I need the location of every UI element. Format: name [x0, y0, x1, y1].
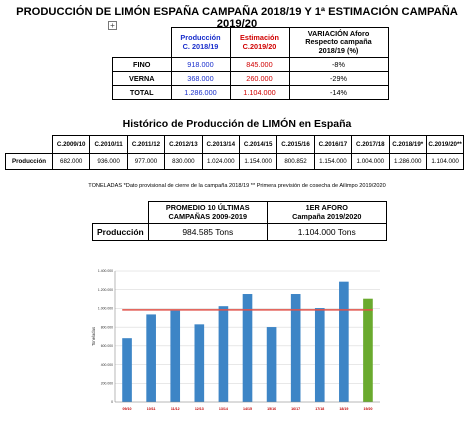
average-row-label: Producción [93, 224, 149, 241]
historical-value-cell: 1.154.000 [314, 154, 351, 170]
x-tick-label: 18/19 [339, 407, 349, 411]
historical-column-header: C.2016/17 [314, 136, 351, 154]
chart-bar [195, 324, 205, 402]
chart-bar [170, 311, 180, 402]
estimate-header: Estimación C.2019/20 [230, 28, 289, 58]
average-table [92, 201, 387, 241]
y-tick-label: 0 [111, 400, 113, 405]
production-chart [85, 265, 395, 417]
historical-column-header: C.2009/10 [53, 136, 90, 154]
estimate-value: 1.104.000 Tons [267, 224, 386, 241]
x-tick-label: 12/13 [194, 407, 204, 411]
chart-bars [122, 282, 373, 402]
historical-column-header: C.2018/19* [389, 136, 426, 154]
historical-title: Histórico de Producción de LIMÓN en España [122, 118, 352, 130]
y-tick-label: 800.000 [100, 325, 113, 330]
chart-bar [122, 338, 132, 402]
chart-bar [315, 308, 325, 402]
summary-table [112, 27, 389, 100]
historical-value-cell: 1.154.000 [239, 154, 276, 170]
historical-column-header: C.2014/15 [239, 136, 276, 154]
table-row: TOTAL 1.286.000 1.104.000 -14% [113, 86, 389, 100]
x-tick-label: 19/20 [363, 407, 373, 411]
estimate-2019-20-header: 1ER AFORO Campaña 2019/2020 [267, 202, 386, 224]
x-tick-label: 16/17 [291, 407, 301, 411]
historical-column-header: C.2015/16 [277, 136, 314, 154]
historical-value-cell: 682.000 [53, 154, 90, 170]
table-row: FINO 918.000 845.000 -8% [113, 58, 389, 72]
chart-bar [363, 299, 373, 402]
x-tick-label: 14/15 [243, 407, 252, 411]
average-value: 984.585 Tons [148, 224, 267, 241]
historical-column-header: C.2012/13 [165, 136, 202, 154]
y-tick-label: 400.000 [100, 362, 113, 367]
historical-value-cell: 1.104.000 [426, 154, 463, 170]
chart-bar [339, 282, 349, 402]
historical-column-header: C.2011/12 [127, 136, 164, 154]
variation-header: VARIACIÓN Aforo Respecto campaña 2018/19 (%) [289, 28, 388, 58]
page-title: PRODUCCIÓN DE LIMÓN ESPAÑA CAMPAÑA 2018/19 Y 1ª ESTIMACIÓN CAMPAÑA 2019/20 [16, 6, 458, 30]
production-header: Producción C. 2018/19 [171, 28, 230, 58]
x-tick-label: 11/12 [170, 407, 180, 411]
y-tick-label: 200.000 [100, 381, 113, 386]
table-row: VERNA 368.000 260.000 -29% [113, 72, 389, 86]
y-tick-label: 1.200.000 [97, 287, 113, 292]
historical-value-cell: 936.000 [90, 154, 127, 170]
historical-column-header: C.2010/11 [90, 136, 127, 154]
historical-row-label: Producción [6, 154, 53, 170]
y-tick-label: 600.000 [100, 344, 113, 349]
historical-value-cell: 830.000 [165, 154, 202, 170]
chart-axes [91, 269, 380, 411]
chart-bar [219, 306, 229, 402]
y-tick-label: 1.400.000 [97, 269, 113, 274]
historical-column-header: C.2013/14 [202, 136, 239, 154]
chart-bar [146, 314, 156, 402]
historical-value-cell: 1.286.000 [389, 154, 426, 170]
footnote: TONELADAS *Dato provisional de cierre de la campaña 2018/19 ** Primera previsión de cosecha de Ailimpo 2019/2020 [88, 183, 386, 189]
historical-value-cell: 1.004.000 [352, 154, 389, 170]
x-tick-label: 13/14 [218, 407, 228, 411]
historical-table [5, 135, 464, 170]
historical-value-cell: 800.852 [277, 154, 314, 170]
average-header: PROMEDIO 10 ÚLTIMAS CAMPAÑAS 2009-2019 [148, 202, 267, 224]
x-tick-label: 10/11 [146, 407, 156, 411]
expand-plus-icon[interactable]: + [108, 21, 117, 30]
x-tick-label: 17/18 [315, 407, 325, 411]
x-tick-label: 09/10 [122, 407, 132, 411]
historical-column-header: C.2017/18 [352, 136, 389, 154]
chart-bar [267, 327, 277, 402]
historical-value-cell: 1.024.000 [202, 154, 239, 170]
x-tick-label: 15/16 [267, 407, 277, 411]
historical-value-cell: 977.000 [127, 154, 164, 170]
historical-column-header: C.2019/20** [426, 136, 463, 154]
y-axis-label: Toneladas [91, 326, 96, 347]
y-tick-label: 1.000.000 [97, 306, 113, 311]
